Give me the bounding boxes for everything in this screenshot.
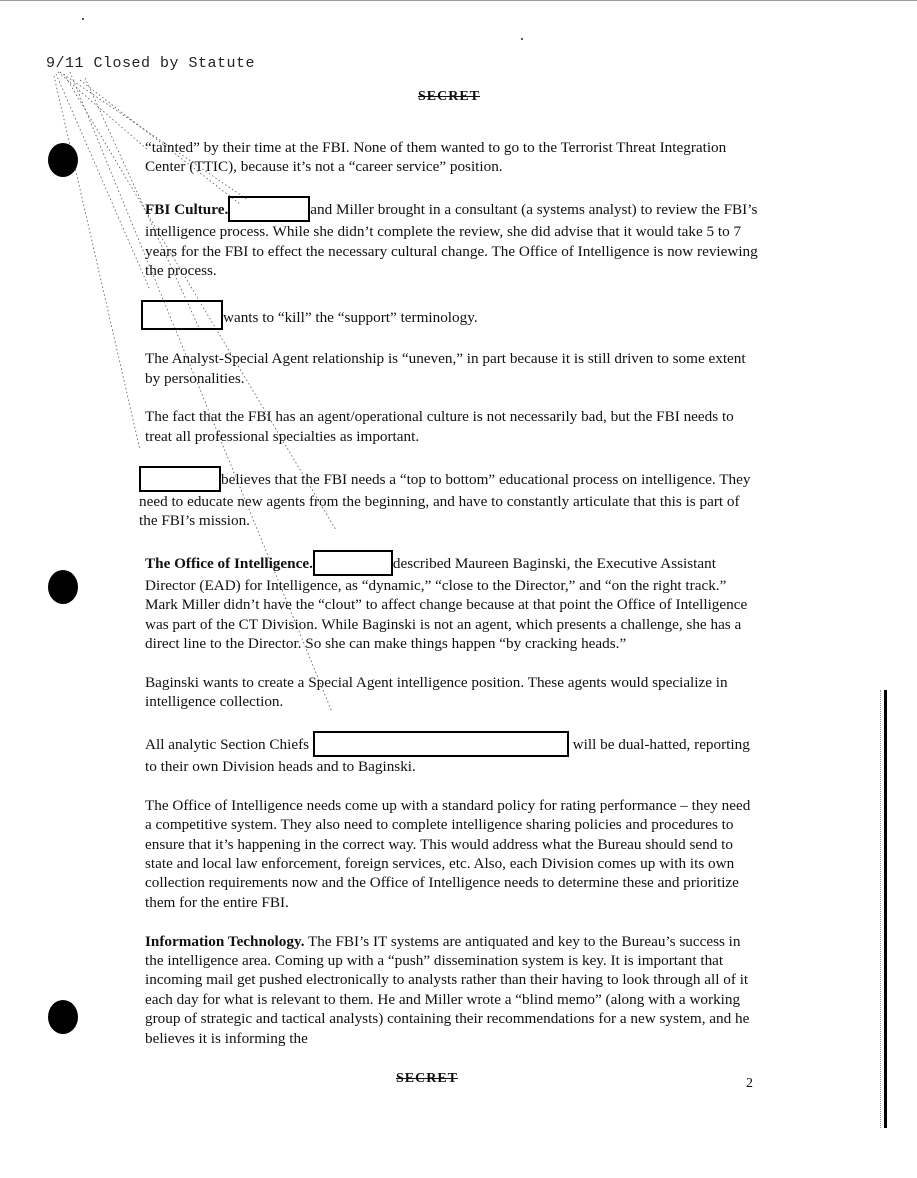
paragraph: “tainted” by their time at the FBI. None of them wanted to go to the Terrorist Threat Integration Center (TTIC), because it’s not a “career service” position. — [145, 139, 727, 176]
paragraph: Baginski wants to create a Special Agent intelligence position. These agents would specialize in intelligence collection. — [145, 673, 728, 711]
paragraph-text: The FBI’s IT systems are antiquated and key to the Bureau’s success in the intelligence area. Coming up with a “push” dissemination system is key. It is important that incoming mail get pushed electronically to analysts rather than their having to look through all of it each day for what is relevant to them. He and Miller wrote a “blind memo” (along with a working group of strategic and tactical analysts) containing their recommendations for a new system, and he believes it is informing the — [145, 932, 750, 1047]
scan-speck — [82, 18, 84, 20]
paragraph — [145, 731, 760, 776]
scan-margin-bar — [884, 690, 887, 1128]
redaction-box — [139, 466, 221, 492]
redaction-box — [313, 550, 393, 576]
scan-margin-dots — [880, 690, 881, 1128]
scan-speck — [521, 38, 523, 40]
paragraph-text: will be dual-hatted, reporting to their own Division heads and to Baginski. — [145, 736, 750, 776]
paragraph: The Office of Intelligence needs come up with a standard policy for rating performance – they need a competitive system. They also need to complete intelligence sharing policies and procedures to ensure that it’s happening in the correct way. This would address what the Bureau should send to state and local law enforcement, foreign services, etc. Also, each Division comes up with its own collection requirements now and the Office of Intelligence needs to determine these and prioritize them for the entire FBI. — [145, 796, 751, 911]
punch-hole-top — [48, 143, 78, 177]
paragraph — [139, 466, 760, 531]
paragraph-text: and Miller brought in a consultant (a systems analyst) to review the FBI’s intelligence process. While she didn’t complete the review, she did advise that it would take 5 to 7 years for the FBI to effect the necessary cultural change. The Office of Intelligence is now reviewing the process. — [145, 201, 758, 280]
punch-hole-bottom — [48, 1000, 78, 1034]
paragraph: The Analyst-Special Agent relationship is “uneven,” in part because it is still driven to some extent by personalities. — [145, 350, 746, 387]
section-heading: Information Technology. — [145, 932, 305, 950]
paragraph — [141, 300, 760, 330]
section-heading: The Office of Intelligence. — [145, 554, 313, 572]
paragraph-text: wants to “kill” the “support” terminology. — [223, 308, 478, 326]
paragraph-text: described Maureen Baginski, the Executive Assistant Director (EAD) for Intelligence, as “dynamic,” “close to the Director,” and “on the right track.” Mark Miller didn’t have the “clout” to affect change because at that point the Office of Intelligence was part of the CT Division. While Baginski is not an agent, which presents a challenge, she has a direct line to the Director. So she can make things happen “by cracking heads.” — [145, 554, 748, 653]
paragraph-fbi-culture — [145, 196, 760, 280]
classification-top: SECRET — [418, 89, 481, 104]
closed-by-statute-stamp: 9/11 Closed by Statute — [46, 55, 256, 72]
document-body — [139, 138, 760, 1067]
paragraph-text: believes that the FBI needs a “top to bottom” educational process on intelligence. They need to educate new agents from the beginning, and have to constantly articulate that this is part of the FBI’s mission. — [139, 470, 751, 530]
paragraph-office-of-intelligence — [145, 550, 760, 654]
redaction-box — [313, 731, 569, 757]
paragraph-text: All analytic Section Chiefs — [145, 736, 310, 754]
section-heading: FBI Culture. — [145, 201, 229, 219]
paragraph-information-technology — [145, 932, 760, 1048]
classification-bottom: SECRET — [396, 1071, 459, 1086]
punch-hole-middle — [48, 570, 78, 604]
redaction-box — [141, 300, 223, 330]
redaction-box — [228, 196, 310, 222]
paragraph: The fact that the FBI has an agent/operational culture is not necessarily bad, but the FBI needs to treat all professional specialties as important. — [145, 408, 734, 445]
page-number: 2 — [746, 1076, 753, 1091]
